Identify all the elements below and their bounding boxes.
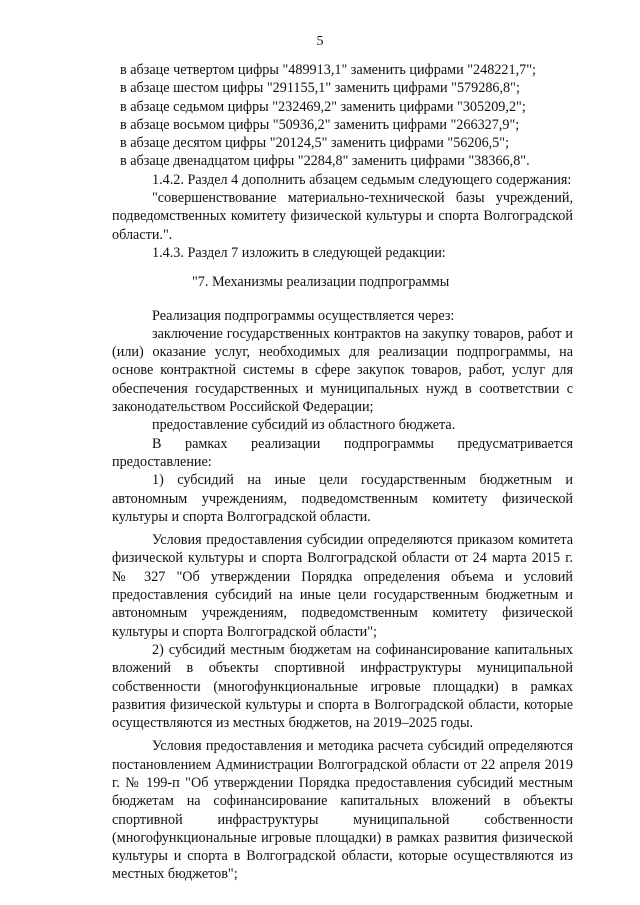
- item-1-4-3: 1.4.3. Раздел 7 изложить в следующей редакции:: [152, 244, 446, 261]
- realization-intro: Реализация подпрограммы осуществляется через:: [152, 307, 455, 324]
- framework-paragraph: В рамках реализации подпрограммы предусматривается предоставление:: [112, 435, 573, 470]
- amendment-paragraph-6: в абзаце шестом цифры "291155,1" заменить цифрами "579286,8";: [120, 80, 520, 97]
- conditions-paragraph-1: Условия предоставления субсидии определяются приказом комитета физической культуры и спорта Волгоградской области от 24 марта 2015 г. № 327 "Об утверждении Порядка определения объема и условий предоставления субсидий на иные цели государственным бюджетным и автономным учреждениям, подведомственным комитету физической культуры и спорта Волгоградской области";: [112, 532, 573, 640]
- subsidy-item-2: 2) субсидий местным бюджетам на софинансирование капитальных вложений в объекты спортивной инфраструктуры муниципальной собственности (многофункциональные игровые площадки) в рамках развития физической культуры и спорта в Волгоградской области, которые осуществляются из местных бюджетов, на 2019–2025 годы.: [112, 641, 573, 732]
- document-body: [112, 61, 573, 884]
- section-heading: "7. Механизмы реализации подпрограммы: [192, 274, 450, 291]
- subsidy-item-1: 1) субсидий на иные цели государственным бюджетным и автономным учреждениям, подведомственным комитету физической культуры и спорта Волгоградской области.: [112, 472, 573, 525]
- amendment-paragraph-12: в абзаце двенадцатом цифры "2284,8" заменить цифрами "38366,8".: [120, 153, 530, 170]
- contracts-paragraph: заключение государственных контрактов на закупку товаров, работ и (или) оказание услуг, необходимых для реализации подпрограммы, на основе контрактной системы в сфере закупок товаров, работ, услуг для обеспечения государственных и муниципальных нужд в соответствии с законодательством Российской Федерации;: [112, 325, 573, 416]
- amendment-paragraph-8: в абзаце восьмом цифры "50936,2" заменить цифрами "266327,9";: [120, 116, 520, 133]
- quote-improvement: "совершенствование материально-технической базы учреждений, подведомственных комитету физической культуры и спорта Волгоградской области.".: [112, 190, 573, 243]
- amendment-paragraph-7: в абзаце седьмом цифры "232469,2" заменить цифрами "305209,2";: [120, 98, 526, 115]
- amendment-paragraph-4: в абзаце четвертом цифры "489913,1" заменить цифрами "248221,7";: [120, 62, 536, 78]
- conditions-paragraph-2: Условия предоставления и методика расчета субсидий определяются постановлением Администрации Волгоградской области от 22 апреля 2019 г. № 199-п "Об утверждении Порядка предоставления субсидий местным бюджетам на софинансирование капитальных вложений в объекты спортивной инфраструктуры муниципальной собственности (многофункциональные игровые площадки) в рамках развития физической культуры и спорта в Волгоградской области, которые осуществляются из местных бюджетов";: [112, 738, 573, 883]
- item-1-4-2: 1.4.2. Раздел 4 дополнить абзацем седьмым следующего содержания:: [152, 171, 572, 188]
- subsidies-regional: предоставление субсидий из областного бюджета.: [152, 417, 456, 434]
- page-number: 5: [316, 34, 324, 49]
- amendment-paragraph-10: в абзаце десятом цифры "20124,5" заменить цифрами "56206,5";: [120, 135, 510, 152]
